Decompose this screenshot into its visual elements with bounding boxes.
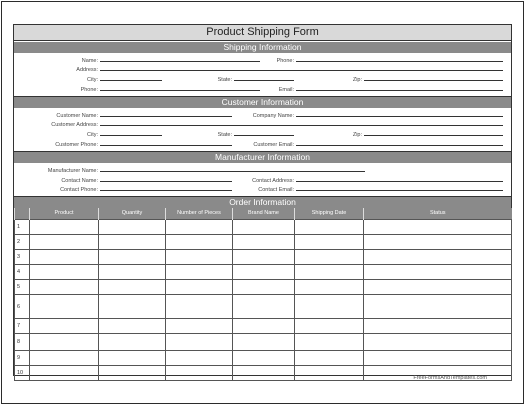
section-header-customer: Customer Information	[14, 97, 511, 108]
table-row	[15, 280, 512, 295]
column-header-number-of-pieces: Number of Pieces	[166, 208, 233, 220]
label-address: Address:	[76, 67, 98, 73]
order-cell[interactable]	[233, 366, 295, 381]
order-cell[interactable]	[99, 295, 166, 319]
field-customer-city[interactable]	[100, 135, 162, 136]
label-contact-email: Contact Email:	[258, 187, 294, 193]
row-number: 2	[15, 235, 30, 250]
field-phone[interactable]	[100, 90, 260, 91]
label-customer-city: City:	[87, 132, 98, 138]
row-number: 4	[15, 265, 30, 280]
order-cell[interactable]	[166, 220, 233, 235]
order-cell[interactable]	[99, 220, 166, 235]
section-header-order: Order Information	[14, 197, 511, 208]
order-cell[interactable]	[364, 351, 512, 366]
order-cell[interactable]	[364, 250, 512, 265]
table-row	[15, 235, 512, 250]
table-row	[15, 250, 512, 265]
order-cell[interactable]	[30, 265, 99, 280]
order-cell[interactable]	[233, 280, 295, 295]
label-city: City:	[87, 77, 98, 83]
order-cell[interactable]	[99, 280, 166, 295]
order-cell[interactable]	[30, 295, 99, 319]
label-contact-address: Contact Address:	[252, 178, 294, 184]
order-cell[interactable]	[364, 334, 512, 351]
field-contact-address[interactable]	[296, 181, 503, 182]
order-cell[interactable]	[364, 235, 512, 250]
section-header-shipping: Shipping Information	[14, 42, 511, 53]
field-company-name[interactable]	[296, 116, 503, 117]
row-number: 6	[15, 295, 30, 319]
field-contact-name[interactable]	[100, 181, 232, 182]
order-cell[interactable]	[99, 351, 166, 366]
order-cell[interactable]	[233, 334, 295, 351]
order-cell[interactable]	[295, 351, 364, 366]
label-customer-email: Customer Email:	[253, 142, 294, 148]
column-header-quantity: Quantity	[99, 208, 166, 220]
column-header-product: Product	[30, 208, 99, 220]
order-cell[interactable]	[30, 319, 99, 334]
field-state[interactable]	[234, 80, 294, 81]
order-cell[interactable]	[295, 235, 364, 250]
row-number: 5	[15, 280, 30, 295]
order-cell[interactable]	[99, 334, 166, 351]
column-header-brand-name: Brand Name	[233, 208, 295, 220]
order-cell[interactable]	[166, 265, 233, 280]
row-number: 1	[15, 220, 30, 235]
order-cell[interactable]	[364, 295, 512, 319]
label-name: Name:	[81, 58, 98, 64]
form-title: Product Shipping Form	[13, 24, 512, 41]
order-cell[interactable]	[364, 220, 512, 235]
order-cell[interactable]	[295, 265, 364, 280]
order-cell[interactable]	[30, 351, 99, 366]
order-cell[interactable]	[30, 334, 99, 351]
order-cell[interactable]	[295, 295, 364, 319]
order-cell[interactable]	[233, 250, 295, 265]
order-cell[interactable]	[30, 235, 99, 250]
label-customer-address: Customer Address:	[51, 122, 98, 128]
row-number: 7	[15, 319, 30, 334]
field-name[interactable]	[100, 61, 260, 62]
field-customer-zip[interactable]	[364, 135, 503, 136]
order-cell[interactable]	[233, 265, 295, 280]
order-cell[interactable]	[295, 334, 364, 351]
label-manufacturer-name: Manufacturer Name:	[47, 168, 98, 174]
order-cell[interactable]	[295, 366, 364, 381]
order-cell[interactable]	[233, 220, 295, 235]
label-contact-phone: Contact Phone:	[60, 187, 98, 193]
order-cell[interactable]	[364, 265, 512, 280]
label-customer-phone: Customer Phone:	[55, 142, 98, 148]
order-cell[interactable]	[166, 295, 233, 319]
label-customer-zip: Zip:	[352, 132, 362, 138]
field-customer-state[interactable]	[234, 135, 294, 136]
field-manufacturer-name[interactable]	[100, 171, 365, 172]
order-cell[interactable]	[99, 250, 166, 265]
order-cell[interactable]	[99, 319, 166, 334]
field-customer-name[interactable]	[100, 116, 232, 117]
label-customer-state: State:	[217, 132, 232, 138]
order-cell[interactable]	[30, 250, 99, 265]
row-number: 3	[15, 250, 30, 265]
order-table	[14, 208, 512, 381]
order-cell[interactable]	[99, 366, 166, 381]
row-number: 10	[15, 366, 30, 381]
order-cell[interactable]	[233, 295, 295, 319]
label-email: Email:	[278, 87, 294, 93]
order-cell[interactable]	[166, 235, 233, 250]
order-cell[interactable]	[364, 319, 512, 334]
order-cell[interactable]	[166, 334, 233, 351]
order-cell[interactable]	[30, 280, 99, 295]
field-customer-email[interactable]	[296, 145, 503, 146]
table-row	[15, 220, 512, 235]
order-cell[interactable]	[166, 351, 233, 366]
label-state: State:	[217, 77, 232, 83]
order-cell[interactable]	[99, 265, 166, 280]
row-number: 9	[15, 351, 30, 366]
order-cell[interactable]	[166, 366, 233, 381]
label-phone: Phone:	[80, 87, 98, 93]
order-cell[interactable]	[99, 235, 166, 250]
order-cell[interactable]	[295, 280, 364, 295]
label-customer-name: Customer Name:	[56, 113, 98, 119]
footer-credit: FreeFormsAndTemplates.com	[413, 375, 487, 381]
order-cell[interactable]	[233, 351, 295, 366]
field-email[interactable]	[296, 90, 503, 91]
column-header-status: Status	[364, 208, 512, 220]
order-cell[interactable]	[295, 319, 364, 334]
field-customer-address[interactable]	[100, 125, 503, 126]
column-header-number	[15, 208, 30, 220]
order-cell[interactable]	[233, 235, 295, 250]
field-phone-right[interactable]	[296, 61, 503, 62]
field-customer-phone[interactable]	[100, 145, 232, 146]
table-row	[15, 334, 512, 351]
order-cell[interactable]	[295, 220, 364, 235]
order-cell[interactable]	[166, 280, 233, 295]
order-table-header	[15, 208, 512, 220]
label-company-name: Company Name:	[252, 113, 294, 119]
table-row	[15, 319, 512, 334]
order-cell[interactable]	[295, 250, 364, 265]
table-row	[15, 351, 512, 366]
field-address[interactable]	[100, 70, 503, 71]
order-cell[interactable]	[233, 319, 295, 334]
order-cell[interactable]	[30, 366, 99, 381]
order-cell[interactable]	[166, 319, 233, 334]
field-contact-phone[interactable]	[100, 190, 232, 191]
field-city[interactable]	[100, 80, 162, 81]
column-header-shipping-date: Shipping Date	[295, 208, 364, 220]
label-zip: Zip:	[352, 77, 362, 83]
order-cell[interactable]	[166, 250, 233, 265]
table-row	[15, 295, 512, 319]
field-contact-email[interactable]	[296, 190, 503, 191]
table-row	[15, 265, 512, 280]
label-contact-name: Contact Name:	[61, 178, 98, 184]
section-header-manufacturer: Manufacturer Information	[14, 152, 511, 163]
row-number: 8	[15, 334, 30, 351]
order-cell[interactable]	[30, 220, 99, 235]
order-cell[interactable]	[364, 280, 512, 295]
label-phone-right: Phone:	[276, 58, 294, 64]
field-zip[interactable]	[364, 80, 503, 81]
